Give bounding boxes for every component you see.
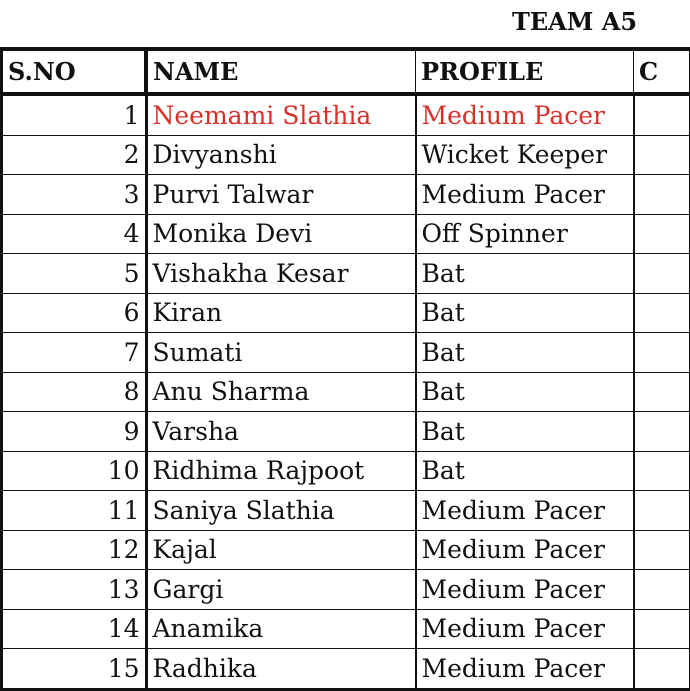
name-cell: Saniya Slathia — [146, 491, 416, 531]
profile-cell: Medium Pacer — [416, 175, 634, 215]
table-row — [2, 254, 690, 294]
table-row — [2, 649, 690, 690]
sno-cell: 6 — [2, 293, 147, 333]
extra-cell — [634, 175, 690, 215]
name-cell: Radhika — [146, 649, 416, 690]
team-roster-table — [0, 47, 690, 691]
profile-cell: Medium Pacer — [416, 94, 634, 135]
sno-cell: 1 — [2, 94, 147, 135]
sno-cell: 15 — [2, 649, 147, 690]
name-cell: Purvi Talwar — [146, 175, 416, 215]
profile-cell: Wicket Keeper — [416, 135, 634, 175]
extra-cell — [634, 530, 690, 570]
header-row — [2, 49, 690, 94]
extra-cell — [634, 570, 690, 610]
table-row — [2, 214, 690, 254]
profile-cell: Medium Pacer — [416, 609, 634, 649]
name-cell: Anu Sharma — [146, 372, 416, 412]
sno-cell: 4 — [2, 214, 147, 254]
profile-cell: Off Spinner — [416, 214, 634, 254]
extra-cell — [634, 94, 690, 135]
header-profile: PROFILE — [416, 49, 634, 94]
profile-cell: Medium Pacer — [416, 530, 634, 570]
table-row — [2, 451, 690, 491]
extra-cell — [634, 214, 690, 254]
name-cell: Monika Devi — [146, 214, 416, 254]
table-row — [2, 135, 690, 175]
name-cell: Ridhima Rajpoot — [146, 451, 416, 491]
name-cell: Sumati — [146, 333, 416, 373]
extra-cell — [634, 254, 690, 294]
table-row — [2, 609, 690, 649]
name-cell: Neemami Slathia — [146, 94, 416, 135]
table-row — [2, 570, 690, 610]
profile-cell: Bat — [416, 372, 634, 412]
extra-cell — [634, 293, 690, 333]
sno-cell: 12 — [2, 530, 147, 570]
extra-cell — [634, 491, 690, 531]
sno-cell: 14 — [2, 609, 147, 649]
extra-cell — [634, 451, 690, 491]
name-cell: Kiran — [146, 293, 416, 333]
table-row — [2, 530, 690, 570]
sno-cell: 13 — [2, 570, 147, 610]
sno-cell: 2 — [2, 135, 147, 175]
sno-cell: 9 — [2, 412, 147, 452]
sno-cell: 5 — [2, 254, 147, 294]
extra-cell — [634, 609, 690, 649]
sno-cell: 10 — [2, 451, 147, 491]
extra-cell — [634, 372, 690, 412]
header-name: NAME — [146, 49, 416, 94]
profile-cell: Medium Pacer — [416, 570, 634, 610]
name-cell: Divyanshi — [146, 135, 416, 175]
name-cell: Anamika — [146, 609, 416, 649]
profile-cell: Bat — [416, 412, 634, 452]
profile-cell: Medium Pacer — [416, 649, 634, 690]
profile-cell: Bat — [416, 451, 634, 491]
name-cell: Kajal — [146, 530, 416, 570]
extra-cell — [634, 333, 690, 373]
header-extra: C — [634, 49, 690, 94]
table-row — [2, 412, 690, 452]
sno-cell: 11 — [2, 491, 147, 531]
name-cell: Varsha — [146, 412, 416, 452]
profile-cell: Medium Pacer — [416, 491, 634, 531]
extra-cell — [634, 649, 690, 690]
profile-cell: Bat — [416, 333, 634, 373]
extra-cell — [634, 412, 690, 452]
table-row — [2, 293, 690, 333]
profile-cell: Bat — [416, 293, 634, 333]
profile-cell: Bat — [416, 254, 634, 294]
table-row — [2, 94, 690, 135]
name-cell: Gargi — [146, 570, 416, 610]
sno-cell: 3 — [2, 175, 147, 215]
extra-cell — [634, 135, 690, 175]
table-row — [2, 175, 690, 215]
roster-body — [2, 94, 690, 689]
header-sno: S.NO — [2, 49, 147, 94]
table-row — [2, 333, 690, 373]
table-row — [2, 372, 690, 412]
team-title: TEAM A5 — [512, 7, 638, 36]
name-cell: Vishakha Kesar — [146, 254, 416, 294]
sno-cell: 7 — [2, 333, 147, 373]
table-row — [2, 491, 690, 531]
sno-cell: 8 — [2, 372, 147, 412]
